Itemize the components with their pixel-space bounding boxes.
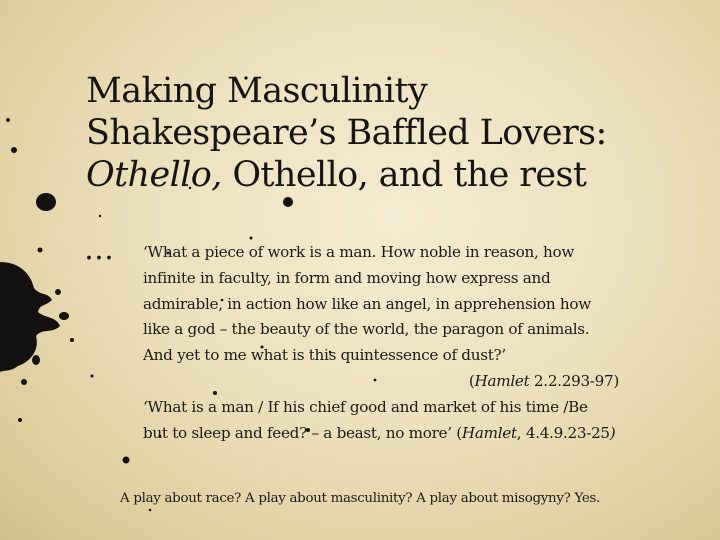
citation-reference: 2.2.293-97) (529, 371, 619, 390)
quote-line: like a god – the beauty of the world, the paragon of animals. (143, 320, 590, 339)
quotation-block (143, 240, 633, 446)
title-line-1: Making Masculinity (86, 71, 428, 111)
slide-footer-text: A play about race? A play about masculinity? A play about misogyny? Yes. (120, 491, 600, 506)
citation-reference: , 4.4.9.23-25 (516, 423, 610, 442)
quote-citation-1 (143, 369, 633, 395)
quote-text: but to sleep and feed? – a beast, no more’ ( (143, 423, 462, 442)
citation-title: Hamlet (461, 423, 517, 442)
quote-line: ‘What a piece of work is a man. How noble in reason, how (143, 243, 575, 261)
title-play-name: Othello, (86, 155, 222, 195)
quote-line: infinite in faculty, in form and moving how express and (143, 268, 551, 287)
citation-close-paren: ) (609, 423, 616, 442)
title-line-2: Shakespeare’s Baffled Lovers: (86, 113, 607, 153)
title-line-3 (86, 154, 686, 196)
quote-line: And yet to me what is this quintessence of dust?’ (143, 346, 506, 365)
citation-title: Hamlet (474, 371, 530, 390)
quote-line-with-citation (143, 421, 633, 447)
slide-title (86, 70, 686, 196)
quote-line: admirable, in action how like an angel, in apprehension how (143, 294, 591, 313)
title-ellipsis: … (84, 232, 116, 267)
citation-open-paren: ( (468, 371, 475, 390)
quote-line: ‘What is a man / If his chief good and market of his time /Be (143, 397, 588, 416)
title-line-3-rest: Othello, and the rest (221, 155, 587, 195)
